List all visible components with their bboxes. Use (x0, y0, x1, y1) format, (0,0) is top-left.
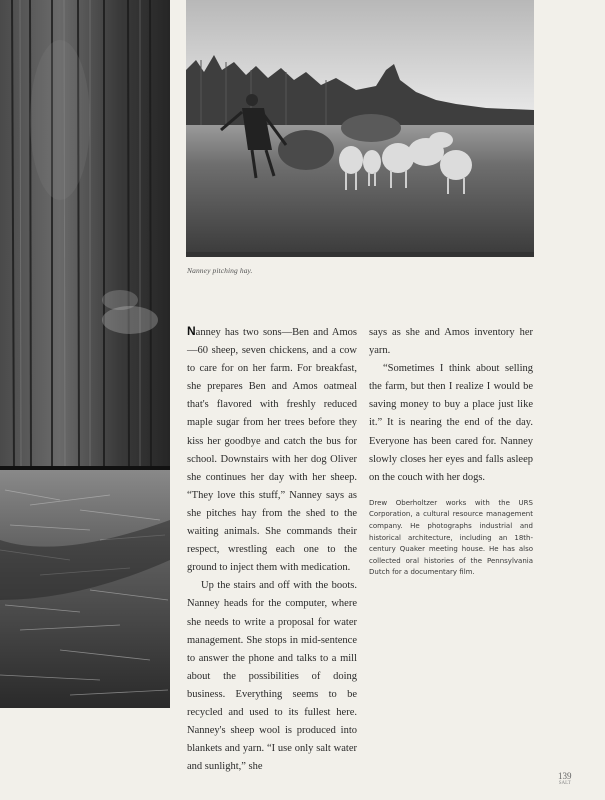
article-column-left (187, 322, 357, 776)
article-paragraph (187, 322, 357, 577)
barn-wall-image (0, 0, 170, 708)
barn-photo (0, 0, 170, 708)
author-bio: Drew Oberholtzer works with the URS Corporation, a cultural resource management company. He photographs industrial and historical architecture, including an 18th-century Quaker meeting house. He has also collected oral histories of the Pennsylvania Dutch for a documentary film. (369, 498, 533, 577)
page-folio (558, 772, 572, 788)
photo-caption: Nanney pitching hay. (187, 266, 253, 275)
paragraph-text: anney has two sons—Ben and Amos—60 sheep, seven chickens, and a cow to care for on her farm. For breakfast, she prepares Ben and Amos oatmeal that's flavored with freshly reduced maple sugar from her trees before they kiss her goodbye and catch the bus for school. Downstairs with her dog Oliver she continues her day with her sheep. “They love this stuff,” Nanney says as she pitches hay from the shed to the waiting animals. She commands their respect, wrestling each one to the ground to inject them with medication. (187, 327, 357, 574)
drop-cap: N (187, 324, 196, 338)
article-paragraph: Up the stairs and off with the boots. Nanney heads for the computer, where she needs to write a proposal for water management. She stops in mid-sentence to answer the phone and talks to a mill about the possibilities of doing business. Everything seems to be recycled and used to its fullest here. Nanney's sheep wool is produced into blankets and yarn. “I use only salt water and sunlight,” she (187, 580, 357, 773)
page-number: 139 (558, 771, 572, 781)
article-column-right (369, 324, 533, 579)
article-paragraph: says as she and Amos inventory her yarn. (369, 327, 533, 357)
sheep-photo (186, 0, 534, 257)
article-paragraph: “Sometimes I think about selling the farm, but then I realize I would be saving money to buy a place just like it.” It is nearing the end of the day. Everyone has been cared for. Nanney slowly closes her eyes and falls asleep on the couch with her dogs. (369, 363, 533, 483)
sheep-field-image (186, 0, 534, 257)
publication-mark: SALT (558, 781, 571, 786)
